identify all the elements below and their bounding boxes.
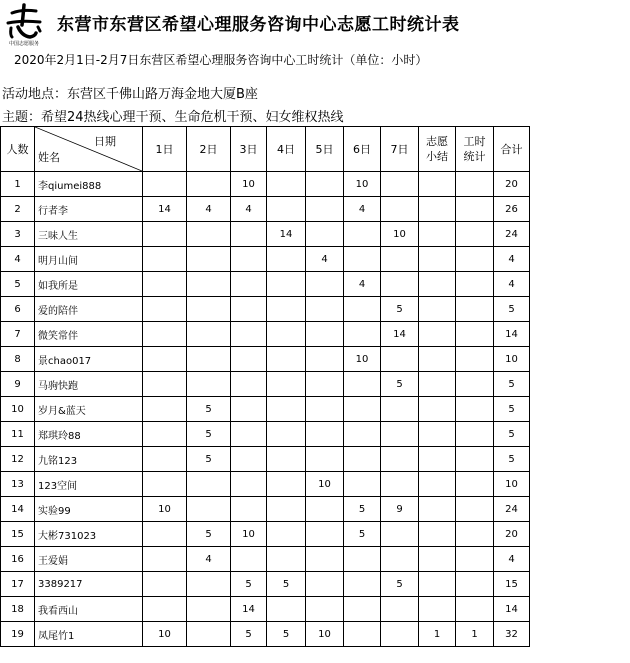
day-1-hours xyxy=(143,597,187,622)
day-2-hours xyxy=(187,222,231,247)
summary-cell xyxy=(419,422,456,447)
table-row xyxy=(1,197,530,222)
activity-location: 活动地点：东营区千佛山路万海金地大厦B座 xyxy=(2,87,258,102)
day-4-hours xyxy=(267,422,306,447)
day-1-hours xyxy=(143,472,187,497)
day-2-hours xyxy=(187,622,231,647)
table-header-row xyxy=(1,127,530,172)
total-cell: 5 xyxy=(494,297,530,322)
volunteer-name: 凤尾竹1 xyxy=(35,622,143,647)
summary-cell xyxy=(419,447,456,472)
day-3-hours xyxy=(231,397,267,422)
hours-cell xyxy=(456,322,494,347)
total-cell: 5 xyxy=(494,372,530,397)
day-7-hours xyxy=(381,472,419,497)
day-6-hours: 10 xyxy=(344,172,381,197)
day-6-hours xyxy=(344,547,381,572)
day-1-hours xyxy=(143,172,187,197)
day-2-hours: 5 xyxy=(187,522,231,547)
day-7-hours: 5 xyxy=(381,572,419,597)
day-1-hours xyxy=(143,422,187,447)
day-7-hours xyxy=(381,247,419,272)
volunteer-name: 如我所是 xyxy=(35,272,143,297)
day-7-hours: 10 xyxy=(381,222,419,247)
day-7-hours: 9 xyxy=(381,497,419,522)
page-title: 东营市东营区希望心理服务咨询中心志愿工时统计表 xyxy=(57,15,460,35)
header-hours-line1: 工时 xyxy=(463,135,486,148)
header-index: 人数 xyxy=(1,127,35,172)
summary-cell xyxy=(419,197,456,222)
hours-cell xyxy=(456,472,494,497)
day-7-hours xyxy=(381,347,419,372)
day-4-hours xyxy=(267,372,306,397)
summary-cell xyxy=(419,547,456,572)
day-6-hours xyxy=(344,622,381,647)
day-6-hours xyxy=(344,447,381,472)
hours-cell xyxy=(456,197,494,222)
day-6-hours xyxy=(344,322,381,347)
day-3-hours xyxy=(231,497,267,522)
day-4-hours xyxy=(267,297,306,322)
day-5-hours xyxy=(306,597,344,622)
header-day-3: 3日 xyxy=(231,127,267,172)
row-index: 9 xyxy=(1,372,35,397)
day-7-hours: 5 xyxy=(381,372,419,397)
row-index: 13 xyxy=(1,472,35,497)
day-4-hours xyxy=(267,597,306,622)
day-5-hours xyxy=(306,347,344,372)
row-index: 17 xyxy=(1,572,35,597)
day-6-hours: 4 xyxy=(344,197,381,222)
day-3-hours xyxy=(231,272,267,297)
day-2-hours xyxy=(187,247,231,272)
header-summary-line2: 小结 xyxy=(426,150,448,163)
total-cell: 5 xyxy=(494,397,530,422)
hours-cell xyxy=(456,222,494,247)
hours-cell: 1 xyxy=(456,622,494,647)
day-6-hours xyxy=(344,247,381,272)
day-2-hours xyxy=(187,272,231,297)
volunteer-logo-icon xyxy=(2,3,46,47)
day-4-hours xyxy=(267,322,306,347)
total-cell: 32 xyxy=(494,622,530,647)
table-row xyxy=(1,322,530,347)
day-5-hours xyxy=(306,572,344,597)
day-1-hours: 10 xyxy=(143,622,187,647)
day-2-hours xyxy=(187,597,231,622)
day-5-hours xyxy=(306,197,344,222)
row-index: 7 xyxy=(1,322,35,347)
day-2-hours xyxy=(187,472,231,497)
table-row xyxy=(1,447,530,472)
total-cell: 10 xyxy=(494,347,530,372)
volunteer-name: 三味人生 xyxy=(35,222,143,247)
header-summary xyxy=(419,127,456,172)
day-4-hours xyxy=(267,197,306,222)
total-cell: 10 xyxy=(494,472,530,497)
day-2-hours: 4 xyxy=(187,197,231,222)
row-index: 1 xyxy=(1,172,35,197)
table-row xyxy=(1,622,530,647)
total-cell: 4 xyxy=(494,547,530,572)
day-7-hours xyxy=(381,172,419,197)
row-index: 10 xyxy=(1,397,35,422)
day-3-hours xyxy=(231,472,267,497)
day-5-hours xyxy=(306,272,344,297)
day-5-hours: 10 xyxy=(306,472,344,497)
hours-cell xyxy=(456,172,494,197)
header-hours-line2: 统计 xyxy=(463,150,486,163)
day-5-hours: 10 xyxy=(306,622,344,647)
summary-cell xyxy=(419,472,456,497)
day-1-hours xyxy=(143,322,187,347)
summary-cell xyxy=(419,397,456,422)
volunteer-name: 123空间 xyxy=(35,472,143,497)
day-5-hours: 4 xyxy=(306,247,344,272)
day-2-hours xyxy=(187,322,231,347)
day-1-hours xyxy=(143,247,187,272)
hours-cell xyxy=(456,347,494,372)
day-6-hours xyxy=(344,397,381,422)
day-1-hours xyxy=(143,272,187,297)
hours-cell xyxy=(456,372,494,397)
hours-cell xyxy=(456,572,494,597)
volunteer-name: 我看西山 xyxy=(35,597,143,622)
day-5-hours xyxy=(306,447,344,472)
header-day-4: 4日 xyxy=(267,127,306,172)
summary-cell xyxy=(419,522,456,547)
table-row xyxy=(1,372,530,397)
day-7-hours: 14 xyxy=(381,322,419,347)
total-cell: 26 xyxy=(494,197,530,222)
day-7-hours xyxy=(381,522,419,547)
day-7-hours: 5 xyxy=(381,297,419,322)
hours-table xyxy=(0,126,530,647)
header-total: 合计 xyxy=(494,127,530,172)
day-4-hours xyxy=(267,547,306,572)
total-cell: 5 xyxy=(494,447,530,472)
day-6-hours: 4 xyxy=(344,272,381,297)
total-cell: 20 xyxy=(494,522,530,547)
total-cell: 14 xyxy=(494,322,530,347)
day-4-hours: 14 xyxy=(267,222,306,247)
header-date-name xyxy=(35,127,143,172)
day-4-hours xyxy=(267,172,306,197)
day-3-hours: 14 xyxy=(231,597,267,622)
day-2-hours: 4 xyxy=(187,547,231,572)
day-5-hours xyxy=(306,322,344,347)
header-summary-line1: 志愿 xyxy=(426,135,448,148)
day-4-hours xyxy=(267,347,306,372)
table-row xyxy=(1,547,530,572)
table-row xyxy=(1,422,530,447)
row-index: 2 xyxy=(1,197,35,222)
day-1-hours xyxy=(143,372,187,397)
row-index: 15 xyxy=(1,522,35,547)
day-1-hours xyxy=(143,222,187,247)
day-1-hours: 14 xyxy=(143,197,187,222)
day-1-hours xyxy=(143,522,187,547)
table-row xyxy=(1,247,530,272)
row-index: 3 xyxy=(1,222,35,247)
row-index: 11 xyxy=(1,422,35,447)
day-6-hours xyxy=(344,472,381,497)
day-5-hours xyxy=(306,172,344,197)
day-4-hours xyxy=(267,397,306,422)
header-day-1: 1日 xyxy=(143,127,187,172)
total-cell: 14 xyxy=(494,597,530,622)
total-cell: 4 xyxy=(494,247,530,272)
volunteer-name: 马驹快跑 xyxy=(35,372,143,397)
row-index: 8 xyxy=(1,347,35,372)
volunteer-name: 景chao017 xyxy=(35,347,143,372)
row-index: 16 xyxy=(1,547,35,572)
day-6-hours: 10 xyxy=(344,347,381,372)
day-2-hours xyxy=(187,497,231,522)
table-row xyxy=(1,397,530,422)
day-4-hours: 5 xyxy=(267,622,306,647)
day-1-hours xyxy=(143,447,187,472)
day-5-hours xyxy=(306,422,344,447)
day-1-hours xyxy=(143,572,187,597)
day-3-hours: 5 xyxy=(231,622,267,647)
hours-cell xyxy=(456,547,494,572)
volunteer-name: 3389217 xyxy=(35,572,143,597)
hours-cell xyxy=(456,447,494,472)
summary-cell xyxy=(419,222,456,247)
day-2-hours xyxy=(187,172,231,197)
volunteer-name: 爱的陪伴 xyxy=(35,297,143,322)
total-cell: 5 xyxy=(494,422,530,447)
row-index: 18 xyxy=(1,597,35,622)
day-7-hours xyxy=(381,547,419,572)
period-subtitle: 2020年2月1日-2月7日东营区希望心理服务咨询中心工时统计（单位：小时） xyxy=(14,53,428,67)
day-4-hours xyxy=(267,522,306,547)
hours-cell xyxy=(456,422,494,447)
summary-cell: 1 xyxy=(419,622,456,647)
summary-cell xyxy=(419,372,456,397)
day-4-hours xyxy=(267,472,306,497)
table-row xyxy=(1,297,530,322)
day-6-hours xyxy=(344,572,381,597)
day-2-hours xyxy=(187,372,231,397)
day-5-hours xyxy=(306,222,344,247)
day-4-hours: 5 xyxy=(267,572,306,597)
table-row xyxy=(1,222,530,247)
day-3-hours xyxy=(231,297,267,322)
day-1-hours xyxy=(143,547,187,572)
day-7-hours xyxy=(381,197,419,222)
hours-cell xyxy=(456,522,494,547)
volunteer-name: 实验99 xyxy=(35,497,143,522)
volunteer-name: 郑琪玲88 xyxy=(35,422,143,447)
total-cell: 24 xyxy=(494,222,530,247)
day-6-hours xyxy=(344,597,381,622)
summary-cell xyxy=(419,322,456,347)
header-date: 日期 xyxy=(94,135,116,148)
day-3-hours xyxy=(231,372,267,397)
day-3-hours xyxy=(231,347,267,372)
total-cell: 20 xyxy=(494,172,530,197)
logo-caption: 中国志愿服务 xyxy=(8,41,40,47)
day-6-hours xyxy=(344,297,381,322)
day-3-hours xyxy=(231,447,267,472)
day-5-hours xyxy=(306,522,344,547)
day-6-hours xyxy=(344,372,381,397)
header-day-5: 5日 xyxy=(306,127,344,172)
table-row xyxy=(1,572,530,597)
day-2-hours: 5 xyxy=(187,397,231,422)
summary-cell xyxy=(419,247,456,272)
day-2-hours: 5 xyxy=(187,447,231,472)
volunteer-name: 明月山间 xyxy=(35,247,143,272)
day-2-hours xyxy=(187,347,231,372)
hours-cell xyxy=(456,497,494,522)
summary-cell xyxy=(419,297,456,322)
hours-cell xyxy=(456,597,494,622)
day-3-hours xyxy=(231,222,267,247)
volunteer-name: 九铭123 xyxy=(35,447,143,472)
hours-cell xyxy=(456,272,494,297)
row-index: 19 xyxy=(1,622,35,647)
row-index: 12 xyxy=(1,447,35,472)
day-3-hours: 5 xyxy=(231,572,267,597)
day-3-hours xyxy=(231,322,267,347)
day-5-hours xyxy=(306,497,344,522)
header-day-2: 2日 xyxy=(187,127,231,172)
hours-cell xyxy=(456,297,494,322)
day-6-hours xyxy=(344,222,381,247)
header-day-6: 6日 xyxy=(344,127,381,172)
day-3-hours xyxy=(231,547,267,572)
summary-cell xyxy=(419,572,456,597)
day-7-hours xyxy=(381,397,419,422)
volunteer-name: 李qiumei888 xyxy=(35,172,143,197)
day-1-hours xyxy=(143,347,187,372)
day-2-hours: 5 xyxy=(187,422,231,447)
day-7-hours xyxy=(381,622,419,647)
day-5-hours xyxy=(306,372,344,397)
total-cell: 4 xyxy=(494,272,530,297)
day-7-hours xyxy=(381,597,419,622)
summary-cell xyxy=(419,497,456,522)
activity-topic: 主题：希望24热线心理干预、生命危机干预、妇女维权热线 xyxy=(2,110,344,125)
summary-cell xyxy=(419,347,456,372)
day-3-hours: 4 xyxy=(231,197,267,222)
day-4-hours xyxy=(267,447,306,472)
table-row xyxy=(1,172,530,197)
hours-cell xyxy=(456,397,494,422)
day-7-hours xyxy=(381,272,419,297)
table-row xyxy=(1,347,530,372)
total-cell: 24 xyxy=(494,497,530,522)
header-day-7: 7日 xyxy=(381,127,419,172)
day-1-hours xyxy=(143,297,187,322)
summary-cell xyxy=(419,172,456,197)
day-3-hours xyxy=(231,422,267,447)
day-6-hours: 5 xyxy=(344,497,381,522)
volunteer-name: 王爱娟 xyxy=(35,547,143,572)
day-6-hours xyxy=(344,422,381,447)
summary-cell xyxy=(419,597,456,622)
day-5-hours xyxy=(306,297,344,322)
row-index: 4 xyxy=(1,247,35,272)
day-4-hours xyxy=(267,247,306,272)
day-3-hours: 10 xyxy=(231,172,267,197)
summary-cell xyxy=(419,272,456,297)
day-4-hours xyxy=(267,272,306,297)
day-3-hours xyxy=(231,247,267,272)
volunteer-name: 岁月&蓝天 xyxy=(35,397,143,422)
volunteer-name: 行者李 xyxy=(35,197,143,222)
day-1-hours: 10 xyxy=(143,497,187,522)
volunteer-name: 微笑常伴 xyxy=(35,322,143,347)
header-name: 姓名 xyxy=(38,151,60,164)
table-row xyxy=(1,522,530,547)
day-7-hours xyxy=(381,422,419,447)
day-2-hours xyxy=(187,572,231,597)
table-row xyxy=(1,497,530,522)
day-7-hours xyxy=(381,447,419,472)
row-index: 6 xyxy=(1,297,35,322)
table-row xyxy=(1,597,530,622)
row-index: 5 xyxy=(1,272,35,297)
day-4-hours xyxy=(267,497,306,522)
day-3-hours: 10 xyxy=(231,522,267,547)
table-row xyxy=(1,272,530,297)
day-5-hours xyxy=(306,397,344,422)
hours-cell xyxy=(456,247,494,272)
day-1-hours xyxy=(143,397,187,422)
table-row xyxy=(1,472,530,497)
volunteer-name: 大彬731023 xyxy=(35,522,143,547)
header-hours xyxy=(456,127,494,172)
row-index: 14 xyxy=(1,497,35,522)
day-2-hours xyxy=(187,297,231,322)
day-5-hours xyxy=(306,547,344,572)
day-6-hours: 5 xyxy=(344,522,381,547)
total-cell: 15 xyxy=(494,572,530,597)
